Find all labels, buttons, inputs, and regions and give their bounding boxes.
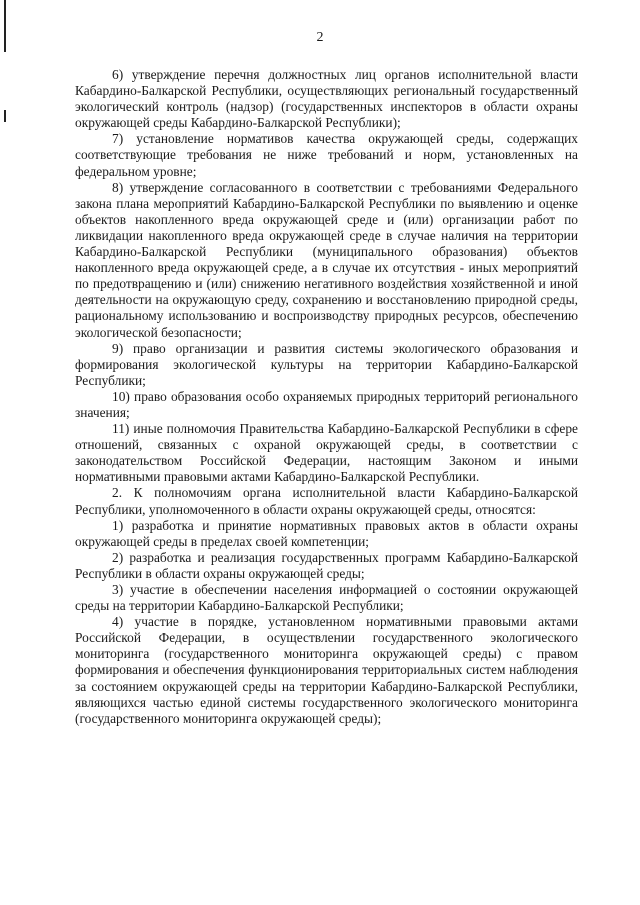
list-item: 4) участие в порядке, установленном нормативными правовыми актами Российской Федерации, в осуществлении государственного экологического мониторинга (государственного мониторинга окружающей среды) с правом формирования и обеспечения функционирования территориальных систем наблюдения за состоянием окружающей среды на территории Кабардино-Балкарской Республики, являющихся частью единой системы государственного экологического мониторинга (государственного мониторинга окружающей среды);	[75, 614, 578, 726]
list-item: 8) утверждение согласованного в соответствии с требованиями Федерального закона плана мероприятий Кабардино-Балкарской Республики по выявлению и оценке объектов накопленного вреда окружающей среде и (или) организации работ по ликвидации накопленного вреда окружающей среде в случае наличия на территории Кабардино-Балкарской Республики (муниципального образования) объектов накопленного вреда окружающей среде, а в случае их отсутствия - иных мероприятий по предотвращению и (или) снижению негативного воздействия хозяйственной и иной деятельности на окружающую среду, сохранению и восстановлению природной среды, рациональному использованию и воспроизводству природных ресурсов, обеспечению экологической безопасности;	[75, 179, 578, 340]
page-number: 2	[316, 30, 324, 45]
list-item: 3) участие в обеспечении населения информацией о состоянии окружающей среды на территории Кабардино-Балкарской Республики;	[75, 582, 578, 614]
list-item: 2) разработка и реализация государственных программ Кабардино-Балкарской Республики в области охраны окружающей среды;	[75, 549, 578, 581]
list-item: 10) право образования особо охраняемых природных территорий регионального значения;	[75, 388, 578, 420]
list-item: 7) установление нормативов качества окружающей среды, содержащих соответствующие требования не ниже требований и норм, установленных на федеральном уровне;	[75, 131, 578, 179]
document-body	[75, 67, 578, 727]
scan-edge-mark-middle	[4, 110, 6, 122]
list-item: 1) разработка и принятие нормативных правовых актов в области охраны окружающей среды в пределах своей компетенции;	[75, 517, 578, 549]
list-item: 9) право организации и развития системы экологического образования и формирования экологической культуры на территории Кабардино-Балкарской Республики;	[75, 340, 578, 388]
list-item: 11) иные полномочия Правительства Кабардино-Балкарской Республики в сфере отношений, связанных с охраной окружающей среды, в соответствии с законодательством Российской Федерации, настоящим Законом и иными нормативными правовыми актами Кабардино-Балкарской Республики.	[75, 421, 578, 485]
section-paragraph: 2. К полномочиям органа исполнительной власти Кабардино-Балкарской Республики, уполномоченного в области охраны окружающей среды, относятся:	[75, 485, 578, 517]
list-item: 6) утверждение перечня должностных лиц органов исполнительной власти Кабардино-Балкарской Республики, осуществляющих региональный государственный экологический контроль (надзор) (государственных инспекторов в области охраны окружающей среды Кабардино-Балкарской Республики);	[75, 67, 578, 131]
